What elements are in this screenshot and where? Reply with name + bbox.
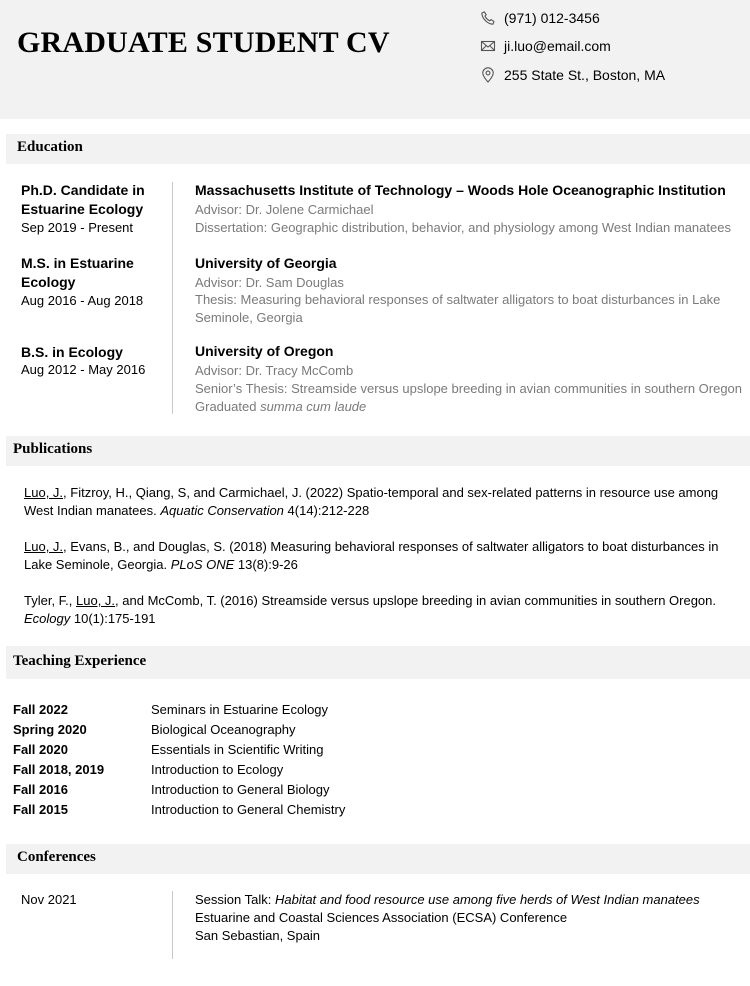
conference-location: San Sebastian, Spain xyxy=(195,928,321,943)
email-text: ji.luo@email.com xyxy=(504,38,611,54)
teaching-term: Fall 2018, 2019 xyxy=(13,762,105,777)
education-advisor: Advisor: Dr. Sam Douglas xyxy=(195,275,344,290)
education-dates: Aug 2016 - Aug 2018 xyxy=(21,293,144,308)
contact-address xyxy=(480,67,665,83)
teaching-term: Fall 2022 xyxy=(13,702,68,717)
education-institution: Massachusetts Institute of Technology – Woods Hole Oceanographic Institution xyxy=(195,182,726,198)
cv-header xyxy=(0,0,750,119)
teaching-row xyxy=(13,702,513,720)
conferences-divider xyxy=(172,891,173,959)
contact-email xyxy=(480,38,611,54)
teaching-term: Fall 2016 xyxy=(13,782,68,797)
education-detail: Senior’s Thesis: Streamside versus upslope breeding in avian communities in southern Oregon xyxy=(195,381,743,396)
honors-prefix: Graduated xyxy=(195,399,257,414)
teaching-course: Biological Oceanography xyxy=(151,722,296,737)
map-pin-icon xyxy=(480,67,496,83)
teaching-term: Spring 2020 xyxy=(13,722,87,737)
author-highlight: Luo, J. xyxy=(24,485,64,500)
section-title: Education xyxy=(17,139,83,155)
talk-title: Habitat and food resource use among five herds of West Indian manatees xyxy=(274,892,700,907)
education-degree: B.S. in Ecology xyxy=(21,344,123,360)
teaching-course: Introduction to Ecology xyxy=(151,762,284,777)
section-title: Teaching Experience xyxy=(13,653,147,669)
education-detail: Thesis: Measuring behavioral responses of saltwater alligators to boat disturbances in Lake Seminole, Georgia xyxy=(195,292,721,325)
education-detail: Dissertation: Geographic distribution, behavior, and physiology among West Indian manatees xyxy=(195,220,731,235)
cv-title: GRADUATE STUDENT CV xyxy=(17,26,390,59)
contact-phone xyxy=(480,10,600,26)
journal-name: Ecology xyxy=(24,611,71,626)
section-title: Publications xyxy=(13,441,93,457)
teaching-course: Introduction to General Chemistry xyxy=(151,802,346,817)
conference-event: Estuarine and Coastal Sciences Association (ECSA) Conference xyxy=(195,910,568,925)
section-header-publications xyxy=(6,436,750,466)
section-header-teaching xyxy=(6,646,750,679)
phone-icon xyxy=(480,10,496,26)
education-advisor: Advisor: Dr. Tracy McComb xyxy=(195,363,354,378)
teaching-course: Seminars in Estuarine Ecology xyxy=(151,702,329,717)
teaching-course: Introduction to General Biology xyxy=(151,782,330,797)
section-header-conferences xyxy=(6,844,750,874)
conference-talk: Session Talk: Habitat and food resource use among five herds of West Indian manatees xyxy=(195,892,700,907)
education-divider xyxy=(172,182,173,414)
education-degree: Ph.D. Candidate in Estuarine Ecology xyxy=(21,182,145,217)
teaching-row xyxy=(13,762,513,780)
publication-entry: Luo, J., Evans, B., and Douglas, S. (2018) Measuring behavioral responses of saltwater alligators to boat disturbances in Lake Seminole, Georgia. PLoS ONE 13(8):9-26 xyxy=(24,539,719,572)
journal-name: PLoS ONE xyxy=(170,557,235,572)
education-dates: Aug 2012 - May 2016 xyxy=(21,362,146,377)
journal-name: Aquatic Conservation xyxy=(160,503,284,518)
education-advisor: Advisor: Dr. Jolene Carmichael xyxy=(195,202,374,217)
publication-entry: Tyler, F., Luo, J., and McComb, T. (2016) Streamside versus upslope breeding in avian communities in southern Oregon. Ecology 10(1):175-191 xyxy=(24,593,717,626)
section-header-education xyxy=(6,134,750,164)
education-institution: University of Oregon xyxy=(195,343,334,359)
education-dates: Sep 2019 - Present xyxy=(21,220,134,235)
teaching-term: Fall 2020 xyxy=(13,742,68,757)
teaching-row xyxy=(13,782,513,800)
phone-text: (971) 012-3456 xyxy=(504,10,600,26)
teaching-row xyxy=(13,722,513,740)
address-text: 255 State St., Boston, MA xyxy=(504,67,666,83)
education-degree: M.S. in Estuarine Ecology xyxy=(21,255,134,290)
teaching-course: Essentials in Scientific Writing xyxy=(151,742,324,757)
conference-date: Nov 2021 xyxy=(21,892,77,907)
honors-latin: summa cum laude xyxy=(260,399,367,414)
education-honors xyxy=(195,398,747,416)
section-title: Conferences xyxy=(17,849,96,865)
author-highlight: Luo, J. xyxy=(24,539,64,554)
education-institution: University of Georgia xyxy=(195,255,337,271)
envelope-icon xyxy=(480,38,496,54)
teaching-row xyxy=(13,742,513,760)
publication-entry: Luo, J., Fitzroy, H., Qiang, S, and Carmichael, J. (2022) Spatio-temporal and sex-related patterns in resource use among West Indian manatees. Aquatic Conservation 4(14):212-228 xyxy=(24,485,719,518)
author-highlight: Luo, J. xyxy=(76,593,116,608)
teaching-term: Fall 2015 xyxy=(13,802,68,817)
teaching-row xyxy=(13,802,513,820)
